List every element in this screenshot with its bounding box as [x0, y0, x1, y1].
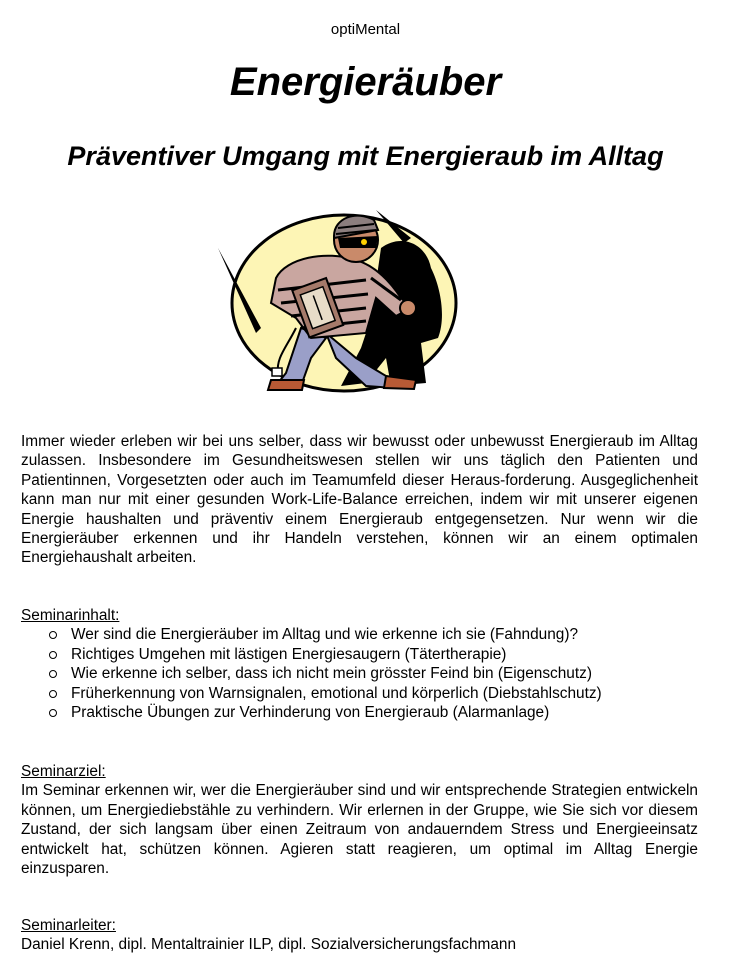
goal-heading: Seminarziel: — [21, 763, 106, 780]
list-item: Wer sind die Energieräuber im Alltag und wie erkenne ich sie (Fahndung)? — [21, 625, 698, 644]
list-item: Richtiges Umgehen mit lästigen Energiesaugern (Tätertherapie) — [21, 645, 698, 664]
list-item: Früherkennung von Warnsignalen, emotional und körperlich (Diebstahlschutz) — [21, 684, 698, 703]
list-item: Wie erkenne ich selber, dass ich nicht mein grösster Feind bin (Eigenschutz) — [21, 664, 698, 683]
document-title: Energieräuber — [229, 60, 502, 104]
thief-with-battery-clipart-icon — [216, 208, 466, 393]
intro-paragraph: Immer wieder erleben wir bei uns selber, dass wir bewusst oder unbewusst Energieraub im Alltag zulassen. Insbesondere im Gesundheitswesen stellen wir uns täglich den Patienten und Patientinnen, Vorgesetzten oder auch im Teamumfeld dieser Heraus-forderung. Ausgeglichenheit kann man nur mit einer gesunden Work-Life-Balance erreichen, indem wir mit unserer eigenen Energie haushalten und präventiv einem Energieraub entgegensetzen. Nur wenn wir die Energieräuber erkennen und ihr Handeln verstehen, können wir an einem optimalen Energiehaushalt arbeiten. — [21, 433, 698, 567]
leader-name: Daniel Krenn, dipl. Mentaltrainier ILP, dipl. Sozialversicherungsfachmann — [21, 936, 517, 954]
list-item: Praktische Übungen zur Verhinderung von Energieraub (Alarmanlage) — [21, 703, 698, 722]
leader-heading: Seminarleiter: — [21, 917, 116, 934]
content-heading: Seminarinhalt: — [21, 607, 120, 624]
document-subtitle: Präventiver Umgang mit Energieraub im Alltag — [67, 141, 664, 171]
leader-section — [21, 916, 698, 955]
content-section — [21, 606, 698, 722]
goal-section — [21, 762, 698, 878]
content-list — [21, 625, 698, 722]
organization-name: optiMental — [330, 21, 401, 38]
goal-paragraph: Im Seminar erkennen wir, wer die Energieräuber sind und wir entsprechende Strategien entwickeln können, um Energiediebstähle zu verhindern. Wir erlernen in der Gruppe, wie Sie sich vor diesem Zustand, der sich langsam über einen Zeitraum von andauerndem Stress und Energieeinsatz entwickelt hat, schützen können. Agieren statt reagieren, um optimal im Alltag Energie einzusparen. — [21, 782, 698, 878]
